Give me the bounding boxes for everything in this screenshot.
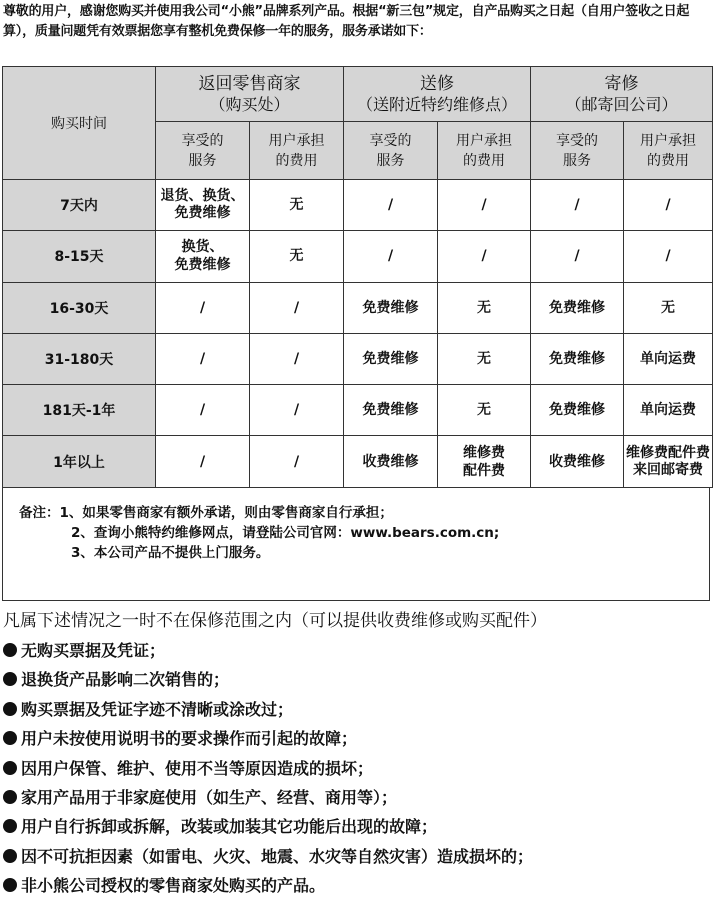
cell-line: 免费维修 [549, 299, 606, 316]
exclusion-text: 购买票据及凭证字迹不清晰或涂改过； [21, 699, 294, 719]
period-cell: 16-30天 [3, 282, 156, 333]
note-line: 2、查询小熊特约维修网点，请登陆公司官网：www.bears.com.cn; [71, 525, 500, 541]
warranty-table [2, 66, 713, 488]
table-cell [156, 436, 250, 487]
exclusion-item [3, 812, 533, 841]
header-line: 的费用 [275, 152, 318, 169]
table-cell [438, 180, 531, 231]
table-cell [531, 180, 624, 231]
bullet-icon [3, 819, 17, 833]
cell-line: 无 [477, 299, 491, 316]
bullet-icon [3, 643, 17, 657]
cell-line: 配件费 [463, 462, 505, 479]
group-title: 寄修 [604, 73, 639, 94]
notes-box [2, 487, 710, 601]
table-row [3, 436, 713, 487]
table-cell [344, 282, 438, 333]
table-cell [438, 231, 531, 282]
cell-line: / [387, 197, 394, 214]
table-cell [531, 231, 624, 282]
period-cell: 1年以上 [3, 436, 156, 487]
table-cell [438, 436, 531, 487]
cell-line: 来回邮寄费 [633, 461, 704, 478]
header-service [531, 122, 624, 180]
table-cell [531, 436, 624, 487]
table-cell [344, 333, 438, 384]
table-row [3, 333, 713, 384]
header-line: 服务 [376, 152, 405, 169]
table-row [3, 231, 713, 282]
cell-line: 单向运费 [640, 351, 697, 368]
cell-line: 免费维修 [549, 351, 606, 368]
table-cell [624, 282, 713, 333]
exclusions-list [3, 636, 533, 901]
group-subtitle: （邮寄回公司） [565, 94, 678, 114]
header-cost [624, 122, 713, 180]
table-cell [156, 231, 250, 282]
table-cell [156, 385, 250, 436]
exclusion-text: 家用产品用于非家庭使用（如生产、经营、商用等）； [21, 788, 398, 808]
bullet-icon [3, 849, 17, 863]
table-cell [250, 436, 344, 487]
cell-line: / [665, 197, 671, 214]
table-cell [438, 333, 531, 384]
header-line: 服务 [188, 152, 217, 169]
table-cell [344, 385, 438, 436]
table-cell [624, 385, 713, 436]
header-service [156, 122, 250, 180]
cell-line: 收费维修 [549, 453, 606, 470]
header-line: 用户承担 [456, 132, 512, 149]
bullet-icon [3, 761, 17, 775]
table-cell [438, 282, 531, 333]
table-cell [624, 231, 713, 282]
table-row [3, 385, 713, 436]
cell-line: / [481, 248, 487, 265]
cell-line: 无 [289, 248, 304, 265]
exclusion-item [3, 695, 533, 724]
bullet-icon [3, 672, 17, 686]
table-cell [156, 333, 250, 384]
bullet-icon [3, 790, 17, 804]
group-subtitle: （送附近特约维修点） [357, 94, 518, 114]
table-cell [624, 180, 713, 231]
table-cell [250, 180, 344, 231]
table-cell [624, 436, 713, 487]
cell-line: 单向运费 [640, 402, 697, 419]
cell-line: / [293, 351, 300, 368]
header-service [344, 122, 438, 180]
cell-line: / [199, 402, 206, 419]
cell-line: 收费维修 [362, 453, 419, 470]
exclusion-item [3, 636, 533, 665]
group-title: 送修 [420, 73, 454, 94]
note-line: 备注：1、如果零售商家有额外承诺，则由零售商家自行承担； [19, 505, 393, 521]
exclusion-text: 因不可抗拒因素（如雷电、火灾、地震、水灾等自然灾害）造成损坏的； [21, 846, 534, 866]
exclusion-text: 非小熊公司授权的零售商家处购买的产品。 [21, 876, 326, 896]
cell-line: 维修费 [463, 444, 505, 461]
header-line: 的费用 [647, 152, 690, 169]
table-cell [156, 282, 250, 333]
period-cell: 8-15天 [3, 231, 156, 282]
cell-line: / [574, 197, 580, 214]
table-cell [250, 385, 344, 436]
exclusion-item [3, 724, 533, 753]
cell-line: 免费维修 [362, 402, 419, 419]
header-line: 享受的 [369, 132, 412, 149]
table-cell [344, 180, 438, 231]
header-line: 的费用 [463, 152, 505, 169]
exclusions-title: 凡属下述情况之一时不在保修范围之内（可以提供收费维修或购买配件） [3, 611, 547, 631]
table-cell [531, 282, 624, 333]
exclusion-item [3, 665, 533, 694]
header-group-repair-point [344, 67, 531, 122]
cell-line: 维修费配件费 [626, 444, 711, 461]
intro-paragraph: 尊敬的用户，感谢您购买并使用我公司“小熊”品牌系列产品。根据“新三包”规定，自产品购买之日起（自用户签收之日起算），质量问题凭有效票据您享有整机免费保修一年的服务，服务承诺如下： [3, 4, 690, 39]
header-line: 服务 [563, 152, 592, 169]
group-title: 返回零售商家 [198, 73, 301, 94]
table-row [3, 180, 713, 231]
group-subtitle: （购买处） [209, 94, 290, 114]
cell-line: / [387, 248, 394, 265]
bullet-icon [3, 878, 17, 892]
header-line: 用户承担 [640, 132, 697, 149]
header-line: 用户承担 [268, 132, 325, 149]
bullet-icon [3, 731, 17, 745]
cell-line: 免费维修 [362, 299, 419, 316]
table-cell [250, 231, 344, 282]
cell-line: 免费维修 [174, 257, 231, 274]
header-line: 享受的 [556, 132, 599, 149]
exclusion-item [3, 842, 533, 871]
table-cell [531, 385, 624, 436]
exclusion-text: 用户未按使用说明书的要求操作而引起的故障； [21, 729, 358, 749]
cell-line: / [665, 248, 671, 265]
table-cell [344, 231, 438, 282]
cell-line: 免费维修 [174, 205, 231, 222]
header-cost [250, 122, 344, 180]
exclusion-text: 用户自行拆卸或拆解，改装或加装其它功能后出现的故障； [21, 817, 438, 837]
cell-line: / [481, 197, 487, 214]
cell-line: 无 [477, 402, 491, 419]
table-cell [344, 436, 438, 487]
cell-line: / [574, 248, 580, 265]
cell-line: / [293, 453, 300, 470]
cell-line: / [293, 299, 300, 316]
cell-line: 免费维修 [549, 402, 606, 419]
exclusion-text: 因用户保管、维护、使用不当等原因造成的损坏； [21, 758, 374, 778]
table-cell [531, 333, 624, 384]
table-cell [250, 333, 344, 384]
note-line: 3、本公司产品不提供上门服务。 [71, 545, 270, 561]
table-cell [156, 180, 250, 231]
period-cell: 7天内 [3, 180, 156, 231]
table-row [3, 282, 713, 333]
header-line: 享受的 [181, 132, 224, 149]
cell-line: 免费维修 [362, 351, 419, 368]
header-cost [438, 122, 531, 180]
table-cell [250, 282, 344, 333]
exclusion-item [3, 871, 533, 900]
cell-line: 无 [661, 299, 676, 316]
table-cell [624, 333, 713, 384]
cell-line: 无 [477, 351, 491, 368]
cell-line: 换货、 [181, 239, 224, 256]
cell-line: / [199, 299, 206, 316]
cell-line: / [293, 402, 300, 419]
exclusion-item [3, 754, 533, 783]
header-group-mail-in [531, 67, 713, 122]
period-cell: 31-180天 [3, 333, 156, 384]
exclusion-item [3, 783, 533, 812]
period-cell: 181天-1年 [3, 385, 156, 436]
cell-line: / [199, 351, 206, 368]
exclusion-text: 退换货产品影响二次销售的； [21, 670, 230, 690]
cell-line: 退货、换货、 [160, 188, 245, 205]
header-buy-time: 购买时间 [3, 67, 156, 180]
cell-line: 无 [289, 197, 304, 214]
header-group-retailer [156, 67, 344, 122]
bullet-icon [3, 702, 17, 716]
exclusion-text: 无购买票据及凭证； [21, 641, 166, 660]
cell-line: / [199, 453, 206, 470]
table-cell [438, 385, 531, 436]
